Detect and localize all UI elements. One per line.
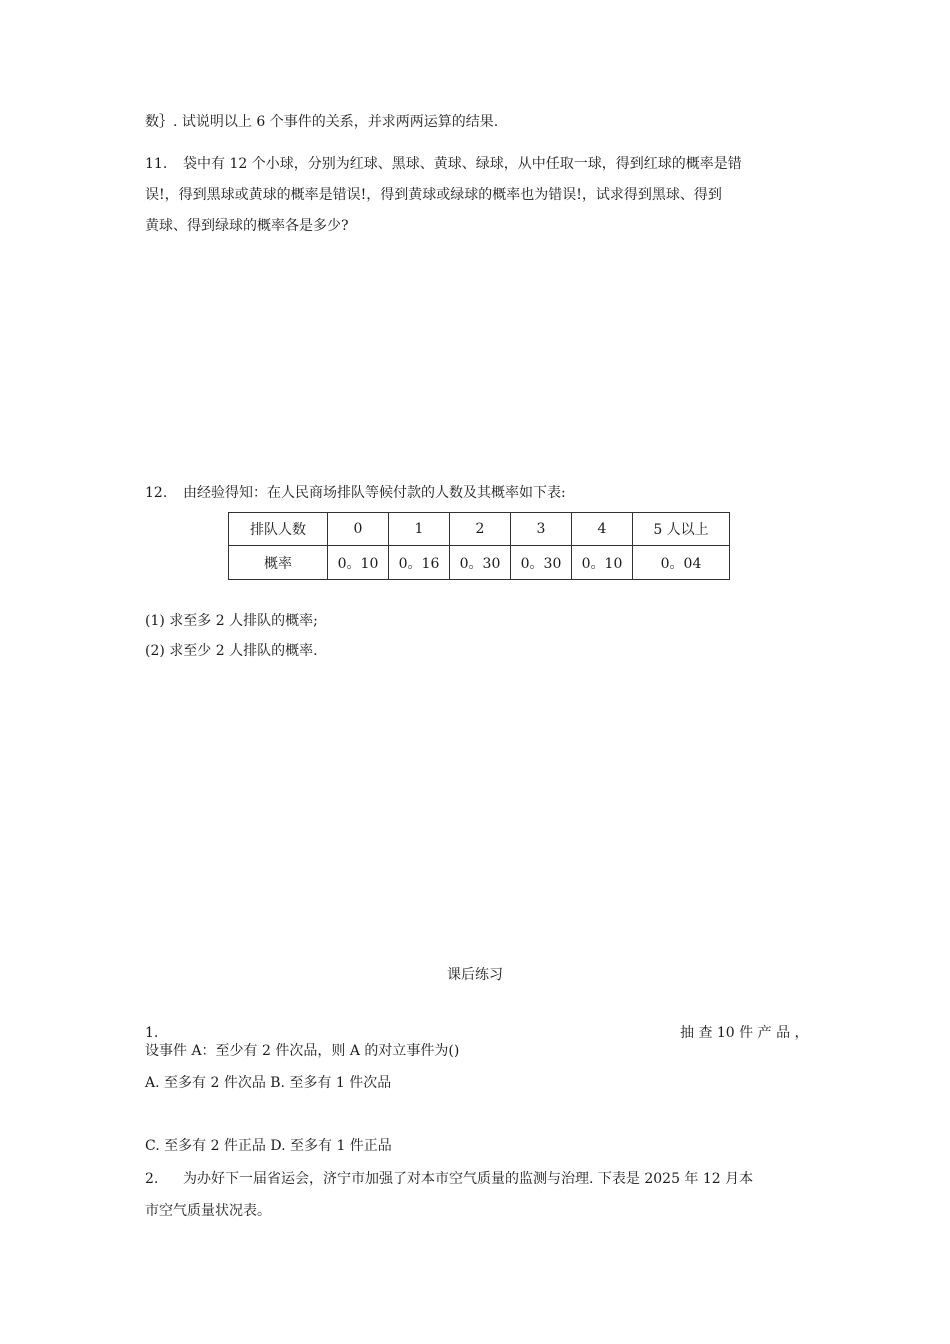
table-row [229,513,730,546]
question-11-line-2: 误!，得到黑球或黄球的概率是错误!，得到黄球或绿球的概率也为错误!，试求得到黑球、得到 [145,187,722,203]
text-line-1: 数｝. 试说明以上 6 个事件的关系，并求两两运算的结果. [145,114,499,130]
section-title: 课后练习 [447,967,503,983]
problem-1-options-ab: A. 至多有 2 件次品 B. 至多有 1 件次品 [145,1075,392,1091]
table-cell: 0 [328,513,389,546]
problem-2-number: 2. [145,1171,159,1187]
problem-1-line-2: 设事件 A：至少有 2 件次品，则 A 的对立事件为() [145,1043,460,1059]
problem-2-line-1 [145,1169,753,1189]
question-11-text-a: 袋中有 12 个小球，分别为红球、黑球、黄球、绿球，从中任取一球，得到红球的概率是错 [183,156,742,172]
question-11-number: 11. [145,156,168,172]
problem-1-options-cd: C. 至多有 2 件正品 D. 至多有 1 件正品 [145,1138,392,1154]
problem-2-text: 为办好下一届省运会，济宁市加强了对本市空气质量的监测与治理. 下表是 2025 年 12 月本 [183,1171,754,1187]
question-11-line-3: 黄球、得到绿球的概率各是多少? [145,218,349,234]
table-cell: 4 [572,513,633,546]
table-cell: 0。30 [450,546,511,580]
table-cell: 0。10 [328,546,389,580]
table-cell: 0。04 [633,546,730,580]
question-12-text: 由经验得知：在人民商场排队等候付款的人数及其概率如下表: [183,485,566,501]
table-cell: 5 人以上 [633,513,730,546]
problem-1-right-text: 抽 查 10 件 产 品 ， [680,1025,809,1041]
table-cell: 排队人数 [229,513,328,546]
sub-question-1: (1) 求至多 2 人排队的概率; [145,613,318,629]
problem-1-number: 1. [145,1025,159,1041]
table-row [229,546,730,580]
table-cell: 0。30 [511,546,572,580]
question-12-number: 12. [145,485,168,501]
queue-probability-table [228,512,730,580]
table-cell: 1 [389,513,450,546]
question-12-line-1 [145,483,566,503]
table-cell: 0。16 [389,546,450,580]
sub-question-2: (2) 求至少 2 人排队的概率. [145,643,318,659]
problem-2-line-2: 市空气质量状况表。 [145,1203,271,1219]
table-cell: 3 [511,513,572,546]
table-cell: 2 [450,513,511,546]
table-cell: 概率 [229,546,328,580]
question-11-line-1 [145,154,742,174]
table-cell: 0。10 [572,546,633,580]
